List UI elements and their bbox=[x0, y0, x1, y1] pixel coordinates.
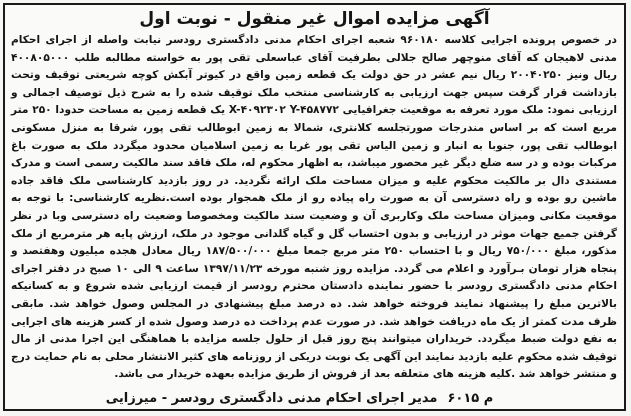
auction-notice bbox=[3, 3, 626, 411]
notice-code: م ۶۰۱۵ bbox=[447, 391, 494, 406]
notice-title: آگهی مزایده اموال غیر منقول - نوبت اول bbox=[139, 9, 490, 29]
notice-footer bbox=[5, 391, 624, 406]
notice-signature: مدیر اجرای احکام مدنی دادگستری رودسر - میرزایی bbox=[105, 391, 438, 406]
notice-body: در خصوص پرونده اجرایی کلاسه ۹۶۰۱۸۰ شعبه اجرای احکام مدنی دادگستری رودسر نیابت واصله از اجرای احکام مدنی لاهیجان که آقای منوچهر صالح جلالی بطرفیت آقای عباسعلی تقی پور به خواسته مطالبه طلب ۴۰۰۸۰۵۰۰۰ ریال ونیز ۲۰۰۴۰۲۵۰ ریال نیم عشر در حق دولت یک قطعه زمین واقع در کیوتر آبکش کوچه شریعتی توقیف وتحت بازداشت قرار گرفت سپس جهت ارزیابی به کارشناسی منتخب ملک توقیف شده را به شرح ذیل توصیف اجمالی و ارزیابی نمود: ملک مورد تعرفه به موقعیت جغرافیایی X-۴۰۹۲۳۰۲ Y-۴۵۸۷۷۲ یک قطعه زمین به مساحت حدودا ۲۵۰ متر مربع است که بر اساس مندرجات صورتجلسه کلانتری، شمالا به زمین ابوطالب تقی پور، شرقا به منزل مسکونی ابوطالب تقی پور، جنوبا به انبار و زمین الیاس تقی پور غربا به زمین اسلامیان محدود میگردد ملک به صورت باغ مرکبات بوده و در سه ضلع دیگر غیر محصور میباشد، به اظهار محکوم له، ملک فاقد سند مالکیت رسمی است و مدرک مستندی دال بر مالکیت محکوم علیه و میزان مساحت ملک ارائه نگردید. در روز بازدید کارشناسی ملک فاقد جاده ماشین رو بوده و راه دسترسی آن به صورت راه پیاده رو از ملک همجوار بوده است.نظریه کارشناسی: با توجه به موقعیت مکانی ومیزان مساحت ملک وکاربری آن و وضعیت سند مالکیت ومخصوصا وضعیت راه دسترسی وبا در نظر گرفتن جمیع جهات موثر در ارزیابی و بدون احتساب گل و گیاه گلدانی موجود در ملک، ارزش پایه هر مترمربع از ملک مذکور، مبلغ ۷۵۰/۰۰۰ ریال و با احتساب ۲۵۰ متر مربع جمعا مبلغ ۱۸۷/۵۰۰/۰۰۰ ریال معادل هجده میلیون وهفتصد و پنجاه هزار تومان بـرآورد و اعلام می گردد. مزایده روز شنبه مورخه ۱۳۹۷/۱۱/۲۳ ساعت ۹ الی ۱۰ صبح در دفتر اجرای احکام مدنی دادگستری رودسر با حضور نماینده دادستان محترم رودسر از قیمت ارزیابی شده شروع و به کسانیکه بالاترین مبلغ را پیشنهاد نمایند فروخته خواهد شد. ده درصد مبلغ پیشنهادی در المجلس وصول خواهد شد. مابقی ظرف مدت کمتر از یک ماه دریافت خواهد شد. در صورت عدم پرداخت ده درصد وصول شده از کسر هزینه های اجرایی به نفع دولت ضبط میگردد. خریداران میتوانند پنج روز قبل از حلول جلسه مزایده با هماهنگی این اجرا مدنی از مال توقیف شده محکوم علیه بازدید نمایند این آگهی یک نوبت دریکی از روزنامه های کثیر الانتشار محلی به نام حمایت درج و منتشر خواهد شد .کلیه هزینه های متعلقه بعد از فروش از طریق مزایده بعهده خریدار می باشد. bbox=[11, 34, 617, 381]
